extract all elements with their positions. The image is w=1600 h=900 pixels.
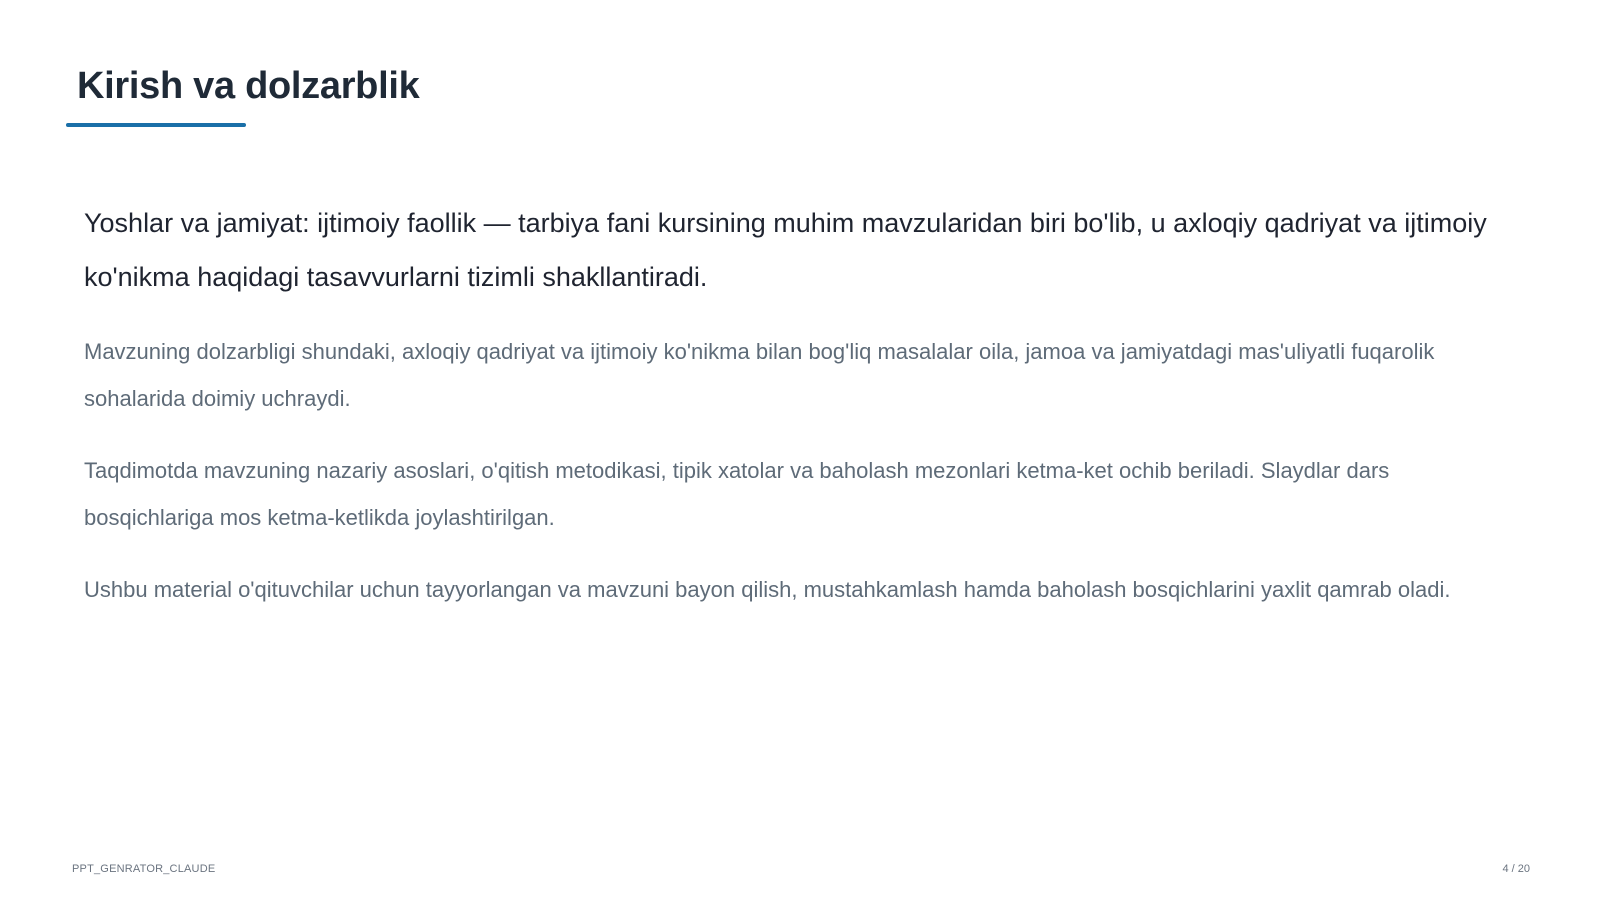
- body-paragraph-audience: Ushbu material o'qituvchilar uchun tayyorlangan va mavzuni bayon qilish, mustahkamlash hamda baholash bosqichlarini yaxlit qamrab oladi.: [84, 577, 1451, 602]
- title-underline-accent: [66, 123, 246, 127]
- page-indicator: 4 / 20: [1502, 863, 1530, 875]
- lead-paragraph: Yoshlar va jamiyat: ijtimoiy faollik — tarbiya fani kursining muhim mavzularidan biri bo'lib, u axloqiy qadriyat va ijtimoiy ko'nikma haqidagi tasavvurlarni tizimli shakllantiradi.: [84, 208, 1487, 292]
- body-paragraph-relevance: Mavzuning dolzarbligi shundaki, axloqiy qadriyat va ijtimoiy ko'nikma bilan bog'liq masalalar oila, jamoa va jamiyatdagi mas'uliyatli fuqarolik sohalarida doimiy uchraydi.: [84, 339, 1435, 411]
- slide-title: Kirish va dolzarblik: [77, 65, 420, 107]
- footer-brand: PPT_GENRATOR_CLAUDE: [72, 863, 216, 875]
- body-paragraph-structure: Taqdimotda mavzuning nazariy asoslari, o'qitish metodikasi, tipik xatolar va baholash mezonlari ketma-ket ochib beriladi. Slaydlar dars bosqichlariga mos ketma-ketlikda joylashtirilgan.: [84, 458, 1390, 530]
- slide-content: [84, 196, 1524, 638]
